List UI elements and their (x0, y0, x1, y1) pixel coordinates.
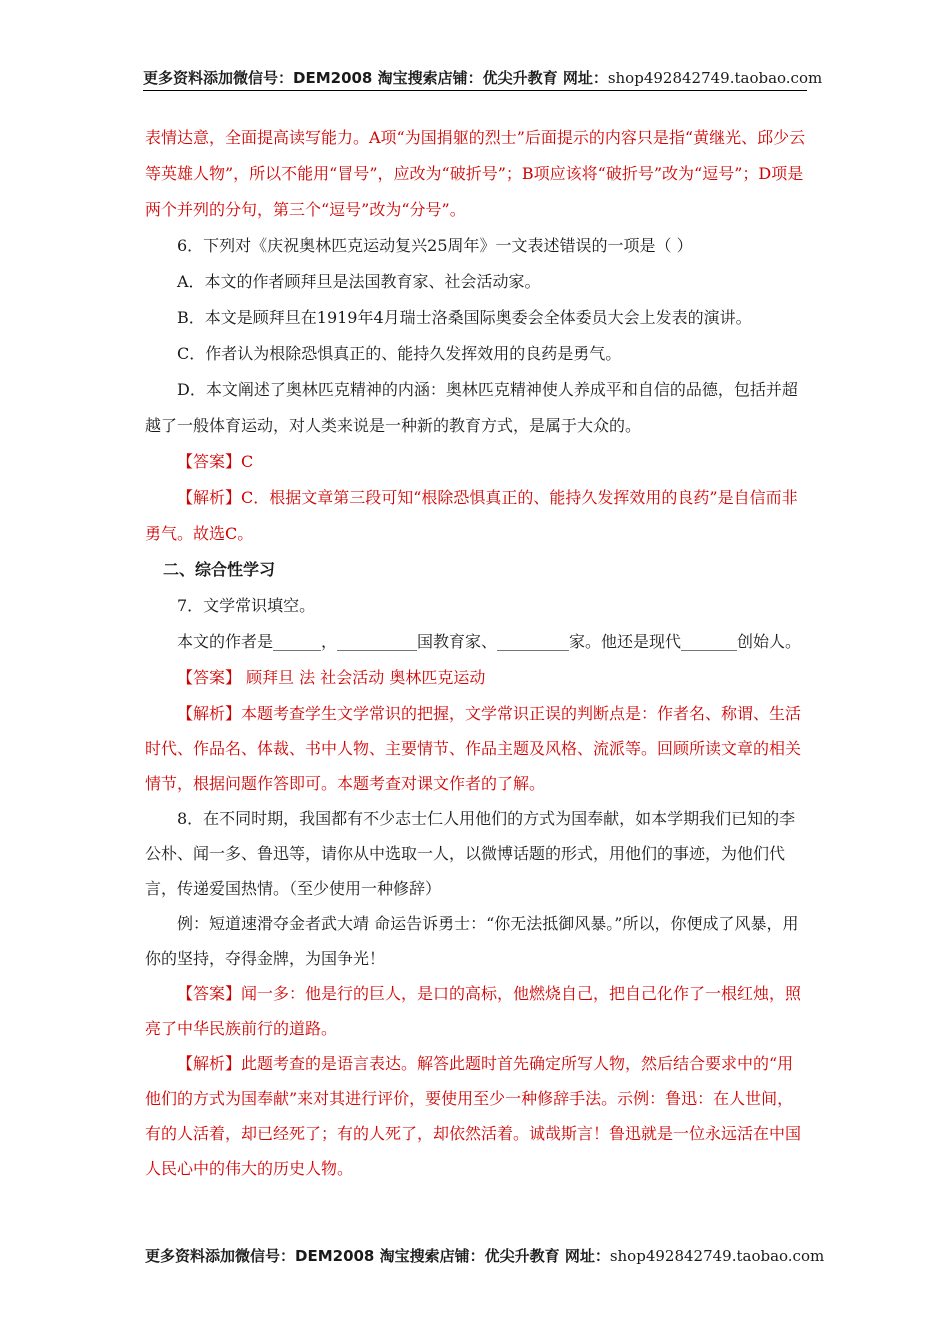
section-heading: 二、综合性学习 (163, 560, 276, 579)
question-6-option-b: B．本文是顾拜旦在1919年4月瑞士洛桑国际奥委会全体委员大会上发表的演讲。 (177, 308, 752, 327)
analysis-8: 【解析】此题考查的是语言表达。解答此题时首先确定所写人物，然后结合要求中的“用他们的方式为国奉献”来对其进行评价，要使用至少一种修辞手法。示例：鲁迅：在人世间，有的人活着，却已经死了；有的人死了，却依然活着。诚哉斯言！鲁迅就是一位永远活在中国人民心中的伟大的历史人物。 (145, 1054, 802, 1178)
answer-8: 【答案】闻一多：他是行的巨人，是口的高标，他燃烧自己，把自己化作了一根红烛，照亮了中华民族前行的道路。 (145, 984, 802, 1038)
analysis-6: 【解析】C．根据文章第三段可知“根除恐惧真正的、能持久发挥效用的良药”是自信而非勇气。故选C。 (145, 488, 798, 543)
footer-url: shop492842749.taobao.com (609, 1247, 825, 1265)
question-8-example: 例：短道速滑夺金者武大靖 命运告诉勇士：“你无法抵御风暴。”所以，你便成了风暴，用你的坚持，夺得金牌，为国争光！ (145, 914, 799, 968)
question-8: 8．在不同时期，我国都有不少志士仁人用他们的方式为国奉献，如本学期我们已知的李公朴、闻一多、鲁迅等，请你从中选取一人，以微博话题的形式，用他们的事迹，为他们代言，传递爱国热情。（至少使用一种修辞） (145, 809, 796, 898)
analysis-7: 【解析】本题考查学生文学常识的把握，文学常识正误的判断点是：作者名、称谓、生活时代、作品名、体裁、书中人物、主要情节、作品主题及风格、流派等。回顾所读文章的相关情节，根据问题作答即可。本题考查对课文作者的了解。 (145, 704, 802, 793)
page-header (143, 68, 823, 91)
document-body (145, 120, 809, 1186)
question-6-option-d: D．本文阐述了奥林匹克精神的内涵：奥林匹克精神使人养成平和自信的品德，包括并超越了一般体育运动，对人类来说是一种新的教育方式，是属于大众的。 (145, 380, 798, 435)
page-footer (145, 1245, 825, 1266)
question-6-option-a: A．本文的作者顾拜旦是法国教育家、社会活动家。 (177, 272, 541, 291)
answer-6: 【答案】C (177, 452, 254, 471)
header-text: 更多资料添加微信号：DEM2008 淘宝搜索店铺：优尖升教育 网址： (143, 69, 608, 87)
question-6: 6．下列对《庆祝奥林匹克运动复兴25周年》一文表述错误的一项是（ ） (177, 236, 693, 255)
answer-7: 【答案】 顾拜旦 法 社会活动 奥林匹克运动 (177, 668, 486, 687)
question-7: 7．文学常识填空。 (177, 596, 316, 615)
analysis-continuation: 表情达意，全面提高读写能力。A项“为国捐躯的烈士”后面提示的内容只是指“黄继光、邱少云等英雄人物”，所以不能用“冒号”，应改为“破折号”；B项应该将“破折号”改为“逗号”；D项是两个并列的分句，第三个“逗号”改为“分号”。 (145, 128, 806, 219)
question-6-option-c: C．作者认为根除恐惧真正的、能持久发挥效用的良药是勇气。 (177, 344, 622, 363)
footer-text: 更多资料添加微信号：DEM2008 淘宝搜索店铺：优尖升教育 网址： (145, 1247, 610, 1265)
header-url: shop492842749.taobao.com (607, 69, 823, 87)
question-7-blanks: 本文的作者是______，__________国教育家、_________家。他还是现代_______创始人。 (177, 632, 802, 651)
